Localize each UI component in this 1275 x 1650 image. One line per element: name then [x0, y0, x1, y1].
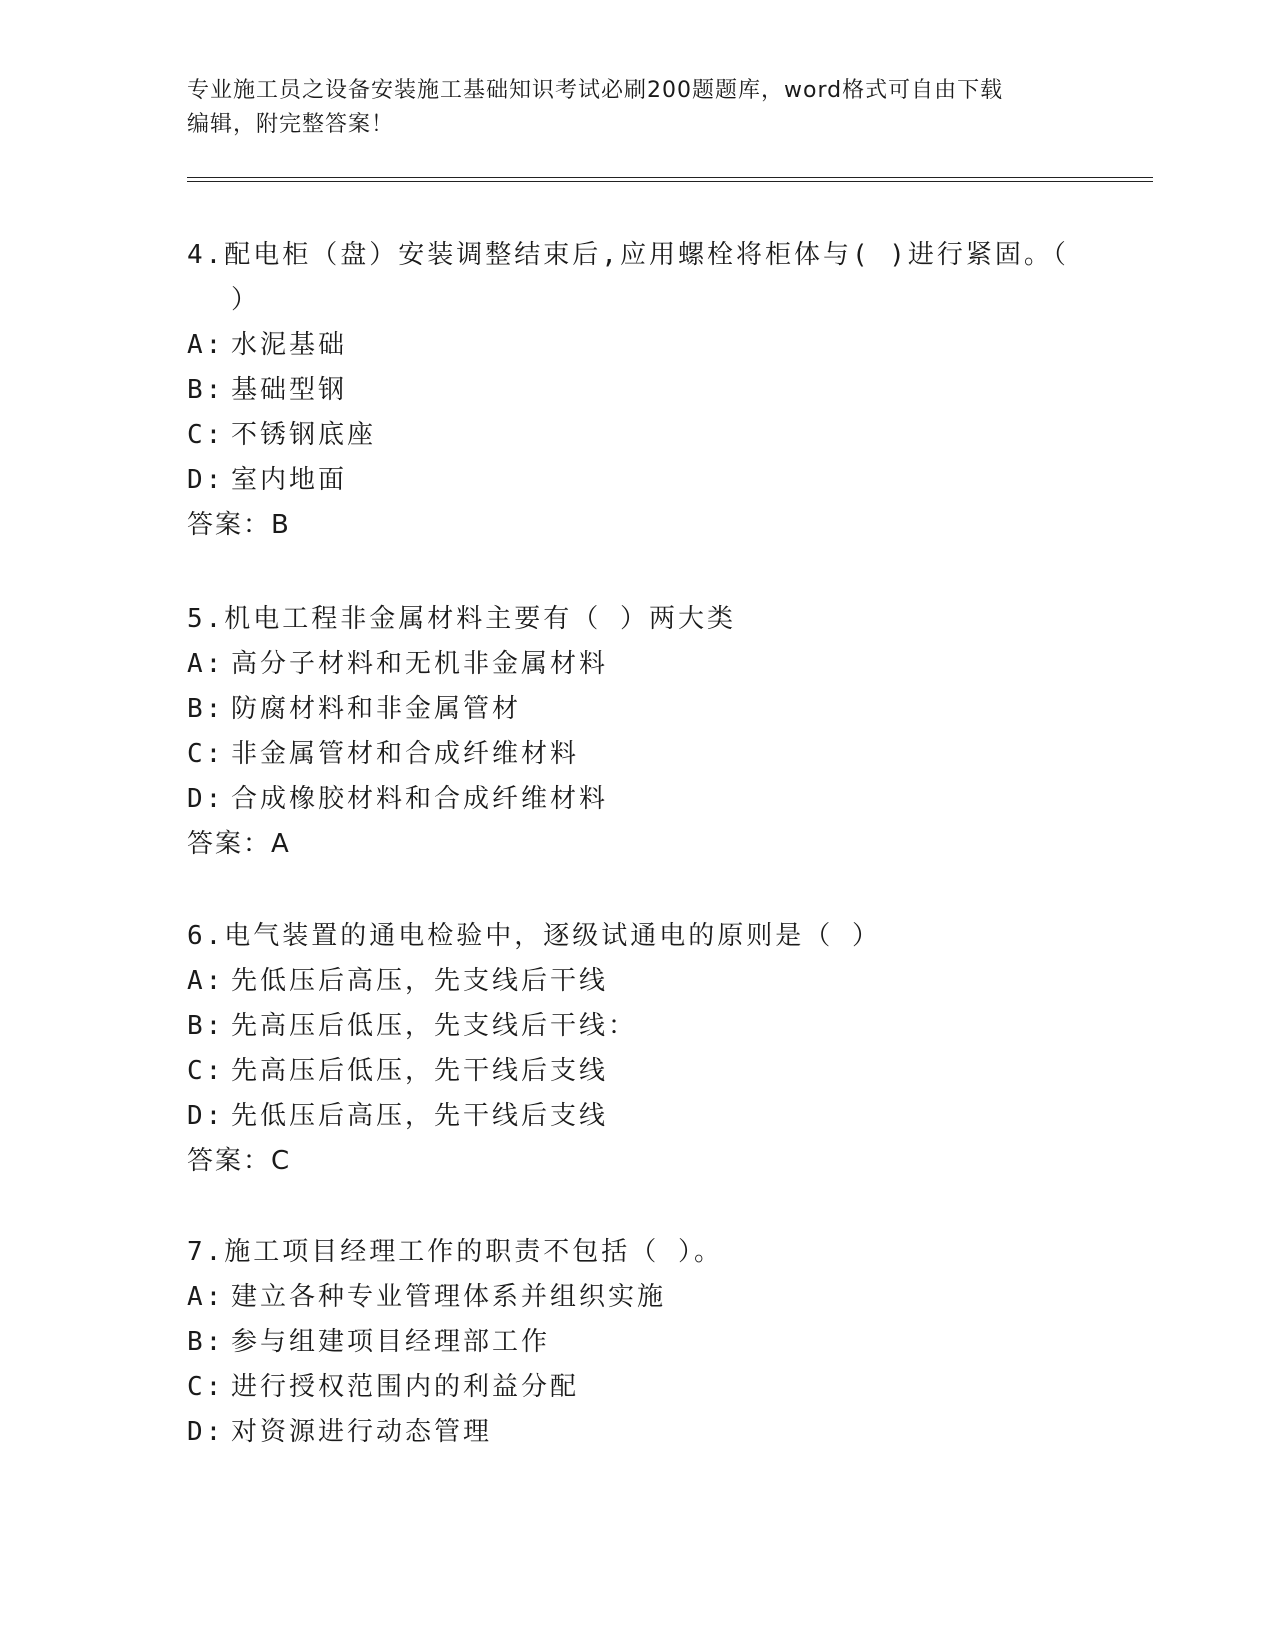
- option-d: [187, 1410, 1087, 1455]
- question-stem: [187, 233, 1087, 323]
- option-letter: D:: [187, 1101, 225, 1131]
- option-text: 先低压后高压，先干线后支线: [231, 1101, 609, 1131]
- option-text: 基础型钢: [231, 375, 348, 405]
- header-line-1: 专业施工员之设备安装施工基础知识考试必刷200题题库，word格式可自由下载: [187, 78, 1004, 103]
- option-text: 室内地面: [231, 465, 348, 495]
- answer-line: 答案：B: [187, 510, 291, 540]
- option-c: [187, 732, 1087, 777]
- option-text: 进行授权范围内的利益分配: [231, 1372, 580, 1402]
- question-7: [187, 1230, 1087, 1455]
- question-stem-line: 6.电气装置的通电检验中，逐级试通电的原则是（ ）: [187, 921, 881, 951]
- option-letter: D:: [187, 784, 225, 814]
- header-divider-top: [187, 177, 1153, 178]
- option-a: [187, 1275, 1087, 1320]
- option-c: [187, 1365, 1087, 1410]
- answer-line: 答案：C: [187, 1146, 292, 1176]
- option-b: [187, 1320, 1087, 1365]
- option-text: 建立各种专业管理体系并组织实施: [231, 1282, 667, 1312]
- header-divider-bottom: [187, 181, 1153, 182]
- option-a: [187, 959, 1087, 1004]
- document-header: [187, 74, 1087, 142]
- question-stem: [187, 1230, 1087, 1275]
- option-b: [187, 368, 1087, 413]
- question-stem: [187, 597, 1087, 642]
- option-letter: B:: [187, 694, 225, 724]
- option-c: [187, 1049, 1087, 1094]
- option-letter: A:: [187, 1282, 225, 1312]
- option-d: [187, 458, 1087, 503]
- question-stem-line: 4.配电柜（盘）安装调整结束后,应用螺栓将柜体与( )进行紧固。（: [187, 240, 1069, 270]
- option-letter: C:: [187, 1056, 225, 1086]
- answer-line: 答案：A: [187, 829, 291, 859]
- option-letter: C:: [187, 739, 225, 769]
- header-line-2: 编辑，附完整答案！: [187, 112, 395, 137]
- option-text: 不锈钢底座: [231, 420, 377, 450]
- option-b: [187, 1004, 1087, 1049]
- question-stem: [187, 914, 1087, 959]
- option-letter: A:: [187, 330, 225, 360]
- question-stem-continuation: ）: [231, 285, 261, 315]
- option-a: [187, 323, 1087, 368]
- option-letter: A:: [187, 649, 225, 679]
- option-a: [187, 642, 1087, 687]
- option-letter: D:: [187, 1417, 225, 1447]
- question-stem-line: 5.机电工程非金属材料主要有（ ）两大类: [187, 604, 736, 634]
- option-letter: B:: [187, 375, 225, 405]
- option-text: 先低压后高压，先支线后干线: [231, 966, 609, 996]
- question-4: [187, 233, 1087, 548]
- option-letter: C:: [187, 420, 225, 450]
- option-text: 先高压后低压，先干线后支线: [231, 1056, 609, 1086]
- option-letter: C:: [187, 1372, 225, 1402]
- question-stem-line: 7.施工项目经理工作的职责不包括（ ）。: [187, 1237, 723, 1267]
- option-letter: B:: [187, 1327, 225, 1357]
- question-5: [187, 597, 1087, 867]
- option-letter: D:: [187, 465, 225, 495]
- option-text: 合成橡胶材料和合成纤维材料: [231, 784, 609, 814]
- option-text: 参与组建项目经理部工作: [231, 1327, 551, 1357]
- option-d: [187, 777, 1087, 822]
- option-text: 高分子材料和无机非金属材料: [231, 649, 609, 679]
- option-b: [187, 687, 1087, 732]
- option-text: 非金属管材和合成纤维材料: [231, 739, 580, 769]
- option-text: 对资源进行动态管理: [231, 1417, 493, 1447]
- question-6: [187, 914, 1087, 1184]
- option-d: [187, 1094, 1087, 1139]
- option-text: 先高压后低压，先支线后干线：: [231, 1011, 638, 1041]
- option-c: [187, 413, 1087, 458]
- option-letter: B:: [187, 1011, 225, 1041]
- option-text: 水泥基础: [231, 330, 348, 360]
- option-letter: A:: [187, 966, 225, 996]
- option-text: 防腐材料和非金属管材: [231, 694, 522, 724]
